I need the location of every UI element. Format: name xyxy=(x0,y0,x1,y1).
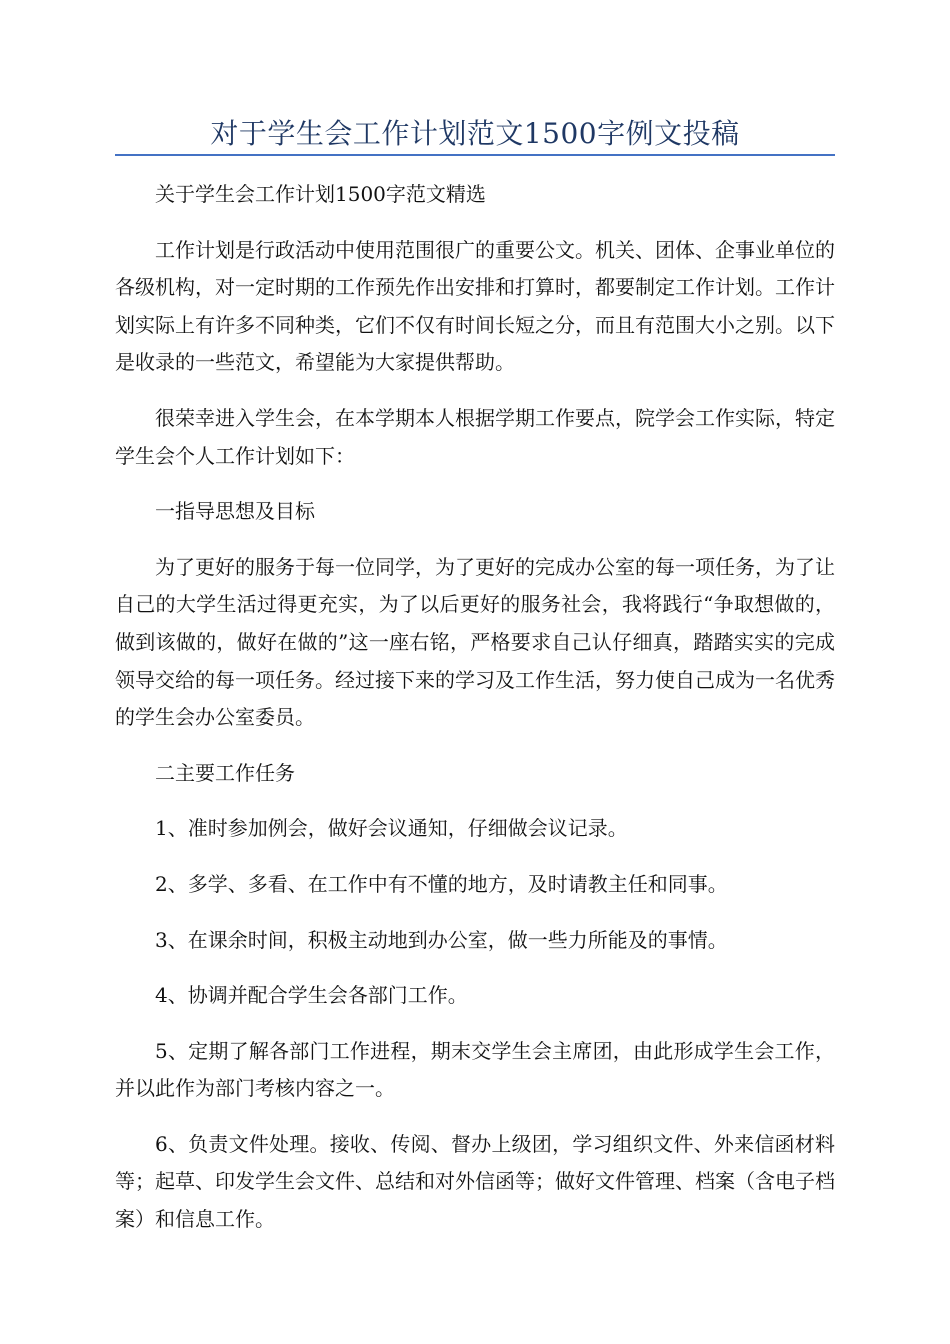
task-item-4: 4、协调并配合学生会各部门工作。 xyxy=(155,983,468,1008)
section-heading-main-tasks: 二主要工作任务 xyxy=(155,760,295,785)
paragraph-preface: 很荣幸进入学生会，在本学期本人根据学期工作要点，院学会工作实际，特定学生会个人工作计划如下： xyxy=(115,405,835,468)
title-underline xyxy=(115,154,835,156)
document-title: 对于学生会工作计划范文1500字例文投稿 xyxy=(210,117,740,150)
task-item-2: 2、多学、多看、在工作中有不懂的地方，及时请教主任和同事。 xyxy=(155,871,728,896)
document-body xyxy=(115,176,835,1257)
task-item-3: 3、在课余时间，积极主动地到办公室，做一些力所能及的事情。 xyxy=(155,927,728,952)
task-item-5: 5、定期了解各部门工作进程，期末交学生会主席团，由此形成学生会工作，并以此作为部门考核内容之一。 xyxy=(115,1038,835,1101)
paragraph-intro: 工作计划是行政活动中使用范围很广的重要公文。机关、团体、企事业单位的各级机构，对一定时期的工作预先作出安排和打算时，都要制定工作计划。工作计划实际上有许多不同种类，它们不仅有时间长短之分，而且有范围大小之别。以下是收录的一些范文，希望能为大家提供帮助。 xyxy=(115,237,835,375)
paragraph-goals: 为了更好的服务于每一位同学，为了更好的完成办公室的每一项任务，为了让自己的大学生活过得更充实，为了以后更好的服务社会，我将践行“争取想做的，做到该做的，做好在做的”这一座右铭，严格要求自己认仔细真，踏踏实实的完成领导交给的每一项任务。经过接下来的学习及工作生活，努力使自己成为一名优秀的学生会办公室委员。 xyxy=(115,554,835,730)
paragraph-subtitle: 关于学生会工作计划1500字范文精选 xyxy=(155,182,486,206)
section-heading-guiding-ideas: 一指导思想及目标 xyxy=(155,499,315,524)
task-item-1: 1、准时参加例会，做好会议通知，仔细做会议记录。 xyxy=(155,816,628,841)
task-item-6: 6、负责文件处理。接收、传阅、督办上级团，学习组织文件、外来信函材料等；起草、印发学生会文件、总结和对外信函等；做好文件管理、档案（含电子档案）和信息工作。 xyxy=(115,1131,835,1232)
